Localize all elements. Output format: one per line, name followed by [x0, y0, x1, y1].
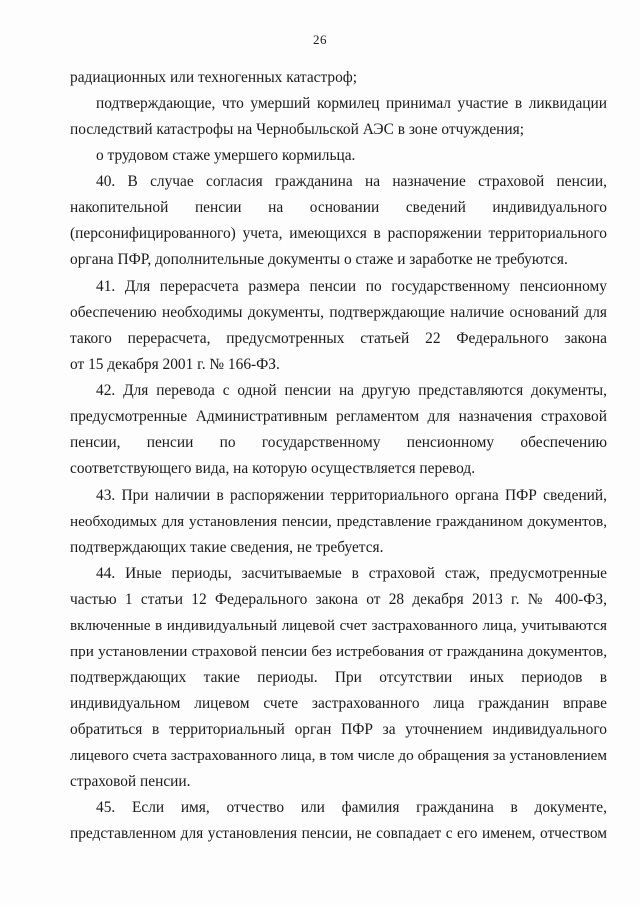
text-line: от 15 декабря 2001 г. № 166-ФЗ.: [70, 356, 280, 373]
text-line: 41. Для перерасчета размера пенсии по государственному пенсионному: [96, 278, 607, 295]
text-line: подтверждающие, что умерший кормилец принимал участие в ликвидации: [96, 95, 607, 112]
text-line: обратиться в территориальный орган ПФР за уточнением индивидуального: [70, 721, 607, 738]
text-line: о трудовом стаже умершего кормильца.: [96, 147, 356, 164]
text-line: 40. В случае согласия гражданина на назначение страховой пенсии,: [96, 173, 607, 190]
text-line: последствий катастрофы на Чернобыльской АЭС в зоне отчуждения;: [70, 121, 524, 138]
page-number: 26: [313, 32, 327, 47]
text-line: радиационных или техногенных катастроф;: [70, 69, 358, 86]
text-line: органа ПФР, дополнительные документы о стаже и заработке не требуются.: [70, 251, 568, 268]
text-line: необходимых для установления пенсии, представление гражданином документов,: [70, 513, 607, 530]
text-line: предусмотренные Административным регламентом для назначения страховой: [70, 408, 607, 425]
text-line: 43. При наличии в распоряжении территориального органа ПФР сведений,: [96, 487, 607, 504]
text-line: индивидуальном лицевом счете застрахованного лица гражданин вправе: [70, 695, 607, 712]
text-line: лицевого счета застрахованного лица, в том числе до обращения за установлением: [70, 747, 607, 764]
text-line: соответствующего вида, на которую осуществляется перевод.: [70, 460, 476, 477]
text-line: пенсии, пенсии по государственному пенсионному обеспечению: [70, 434, 607, 451]
text-line: 45. Если имя, отчество или фамилия гражданина в документе,: [96, 799, 607, 816]
text-line: подтверждающих такие сведения, не требуется.: [70, 539, 384, 556]
text-line: обеспечению необходимы документы, подтверждающие наличие оснований для: [70, 304, 607, 321]
text-line: накопительной пенсии на основании сведений индивидуального: [70, 199, 607, 216]
text-line: такого перерасчета, предусмотренных статьей 22 Федерального закона: [70, 330, 607, 347]
text-line: 44. Иные периоды, засчитываемые в страховой стаж, предусмотренные: [96, 565, 607, 582]
text-line: (персонифицированного) учета, имеющихся в распоряжении территориального: [70, 225, 607, 242]
text-line: 42. Для перевода с одной пенсии на другую представляются документы,: [96, 382, 607, 399]
text-line: частью 1 статьи 12 Федерального закона от 28 декабря 2013 г. № 400-ФЗ,: [70, 591, 607, 608]
text-line: при установлении страховой пенсии без истребования от гражданина документов,: [70, 643, 607, 660]
text-line: представленном для установления пенсии, не совпадает с его именем, отчеством: [70, 825, 607, 842]
text-line: включенные в индивидуальный лицевой счет застрахованного лица, учитываются: [70, 617, 607, 634]
text-line: подтверждающих такие периоды. При отсутствии иных периодов в: [70, 669, 607, 686]
text-line: страховой пенсии.: [70, 773, 191, 790]
